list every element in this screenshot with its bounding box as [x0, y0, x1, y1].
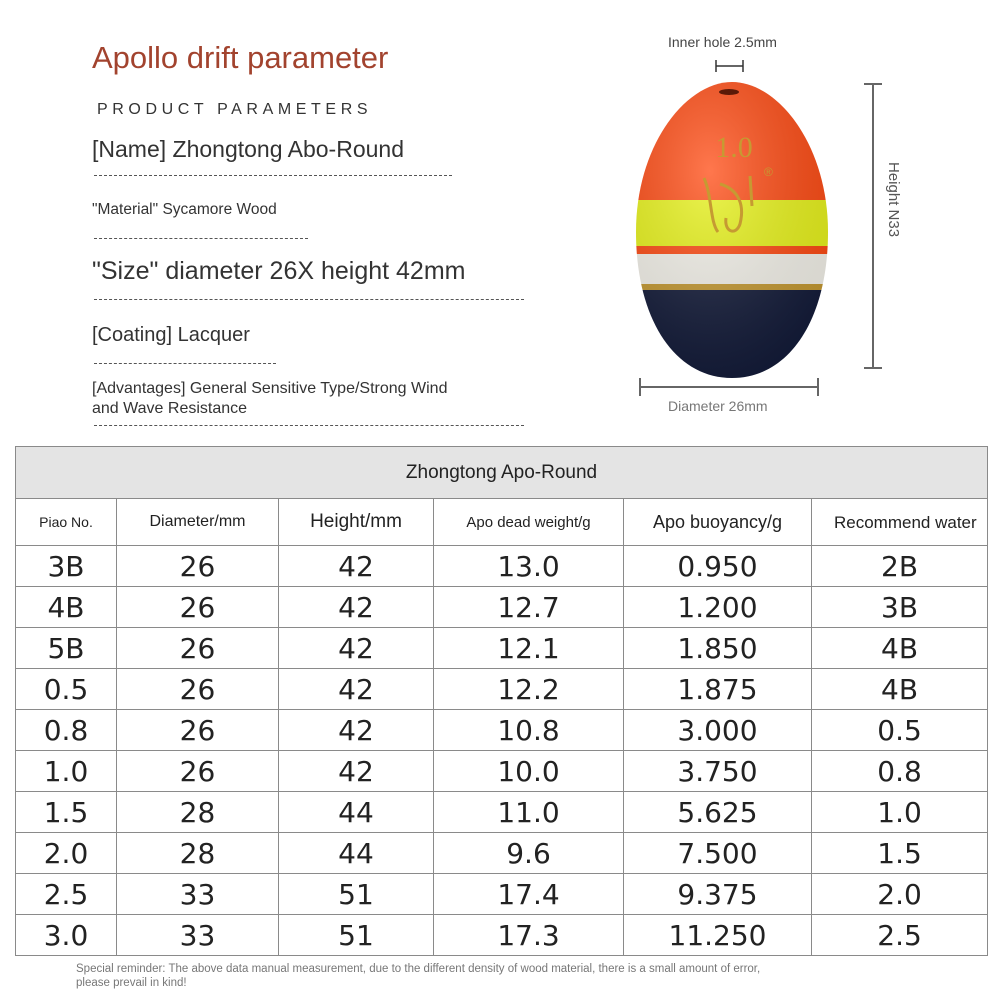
table-cell: 13.0 [434, 546, 624, 587]
table-cell: 1.850 [624, 628, 812, 669]
table-row [16, 874, 988, 915]
section-subtitle: PRODUCT PARAMETERS [97, 101, 373, 118]
table-row [16, 751, 988, 792]
table-cell: 42 [279, 546, 434, 587]
divider [94, 238, 308, 239]
table-cell: 44 [279, 792, 434, 833]
table-cell: 51 [279, 915, 434, 956]
table-cell: 4B [812, 669, 988, 710]
inner-hole-label: Inner hole 2.5mm [668, 34, 777, 50]
table-cell: 42 [279, 710, 434, 751]
table-cell: 42 [279, 628, 434, 669]
table-cell: 12.7 [434, 587, 624, 628]
table-cell: 33 [117, 874, 279, 915]
float-mark: 1.0 [715, 131, 753, 164]
table-cell: 1.0 [812, 792, 988, 833]
table-cell: 12.2 [434, 669, 624, 710]
table-cell: 42 [279, 587, 434, 628]
table-cell: 17.3 [434, 915, 624, 956]
table-cell: 33 [117, 915, 279, 956]
table-cell: 0.950 [624, 546, 812, 587]
table-cell: 51 [279, 874, 434, 915]
table-row [16, 710, 988, 751]
table-cell: 4B [812, 628, 988, 669]
table-header-row [16, 499, 988, 546]
table-row [16, 546, 988, 587]
table-cell: 1.5 [812, 833, 988, 874]
reminder-line-2: please prevail in kind! [76, 977, 187, 989]
divider [94, 363, 276, 364]
float-body [630, 78, 840, 388]
divider [94, 425, 524, 426]
divider [94, 299, 524, 300]
table-cell: 28 [117, 792, 279, 833]
table-caption: Zhongtong Apo-Round [16, 447, 988, 499]
column-header: Height/mm [279, 499, 434, 546]
table-cell: 0.8 [16, 710, 117, 751]
table-cell: 1.0 [16, 751, 117, 792]
float-diagram [600, 0, 1000, 440]
diameter-label: Diameter 26mm [668, 398, 768, 414]
param-name: [Name] Zhongtong Abo-Round [92, 136, 404, 162]
table-cell: 5B [16, 628, 117, 669]
float-illustration [600, 0, 1000, 440]
table-cell: 1.875 [624, 669, 812, 710]
table-cell: 17.4 [434, 874, 624, 915]
param-coating: [Coating] Lacquer [92, 324, 250, 346]
table-cell: 42 [279, 669, 434, 710]
column-header: Diameter/mm [117, 499, 279, 546]
table-cell: 2.0 [16, 833, 117, 874]
table-cell: 44 [279, 833, 434, 874]
table-cell: 4B [16, 587, 117, 628]
column-header: Piao No. [16, 499, 117, 546]
table-cell: 3.000 [624, 710, 812, 751]
table-cell: 9.375 [624, 874, 812, 915]
table-cell: 7.500 [624, 833, 812, 874]
table-cell: 0.8 [812, 751, 988, 792]
table-row [16, 792, 988, 833]
registered-mark: ® [764, 165, 773, 179]
table-cell: 12.1 [434, 628, 624, 669]
param-material: "Material" Sycamore Wood [92, 201, 277, 218]
table-cell: 9.6 [434, 833, 624, 874]
table-row [16, 669, 988, 710]
table-cell: 5.625 [624, 792, 812, 833]
table-cell: 11.0 [434, 792, 624, 833]
table-cell: 3.750 [624, 751, 812, 792]
table-cell: 1.5 [16, 792, 117, 833]
height-label: Height N33 [885, 162, 902, 238]
table-cell: 1.200 [624, 587, 812, 628]
advantages-line-1: [Advantages] General Sensitive Type/Strong Wind [92, 380, 448, 397]
table-row [16, 833, 988, 874]
divider [94, 175, 452, 176]
table-cell: 28 [117, 833, 279, 874]
inner-hole [719, 89, 739, 95]
table-cell: 26 [117, 587, 279, 628]
table-cell: 10.8 [434, 710, 624, 751]
table-cell: 26 [117, 546, 279, 587]
column-header: Apo buoyancy/g [624, 499, 812, 546]
param-advantages [92, 379, 447, 419]
table-cell: 3.0 [16, 915, 117, 956]
table-cell: 3B [812, 587, 988, 628]
table-row [16, 915, 988, 956]
table-row [16, 587, 988, 628]
table-cell: 26 [117, 628, 279, 669]
page-title: Apollo drift parameter [92, 40, 389, 75]
table-cell: 2B [812, 546, 988, 587]
table-cell: 10.0 [434, 751, 624, 792]
special-reminder [76, 962, 906, 990]
table-row [16, 628, 988, 669]
table-cell: 26 [117, 710, 279, 751]
table-cell: 42 [279, 751, 434, 792]
param-size: "Size" diameter 26X height 42mm [92, 257, 466, 285]
reminder-line-1: Special reminder: The above data manual measurement, due to the different density of wood material, there is a small amount of error, [76, 963, 761, 975]
table-cell: 11.250 [624, 915, 812, 956]
table-cell: 2.5 [16, 874, 117, 915]
table-cell: 2.5 [812, 915, 988, 956]
parameter-table [15, 446, 988, 956]
table-cell: 0.5 [812, 710, 988, 751]
column-header: Apo dead weight/g [434, 499, 624, 546]
table-cell: 26 [117, 751, 279, 792]
column-header: Recommend water [812, 499, 988, 546]
table-cell: 3B [16, 546, 117, 587]
table-cell: 2.0 [812, 874, 988, 915]
table-cell: 0.5 [16, 669, 117, 710]
table-cell: 26 [117, 669, 279, 710]
advantages-line-2: and Wave Resistance [92, 400, 248, 417]
